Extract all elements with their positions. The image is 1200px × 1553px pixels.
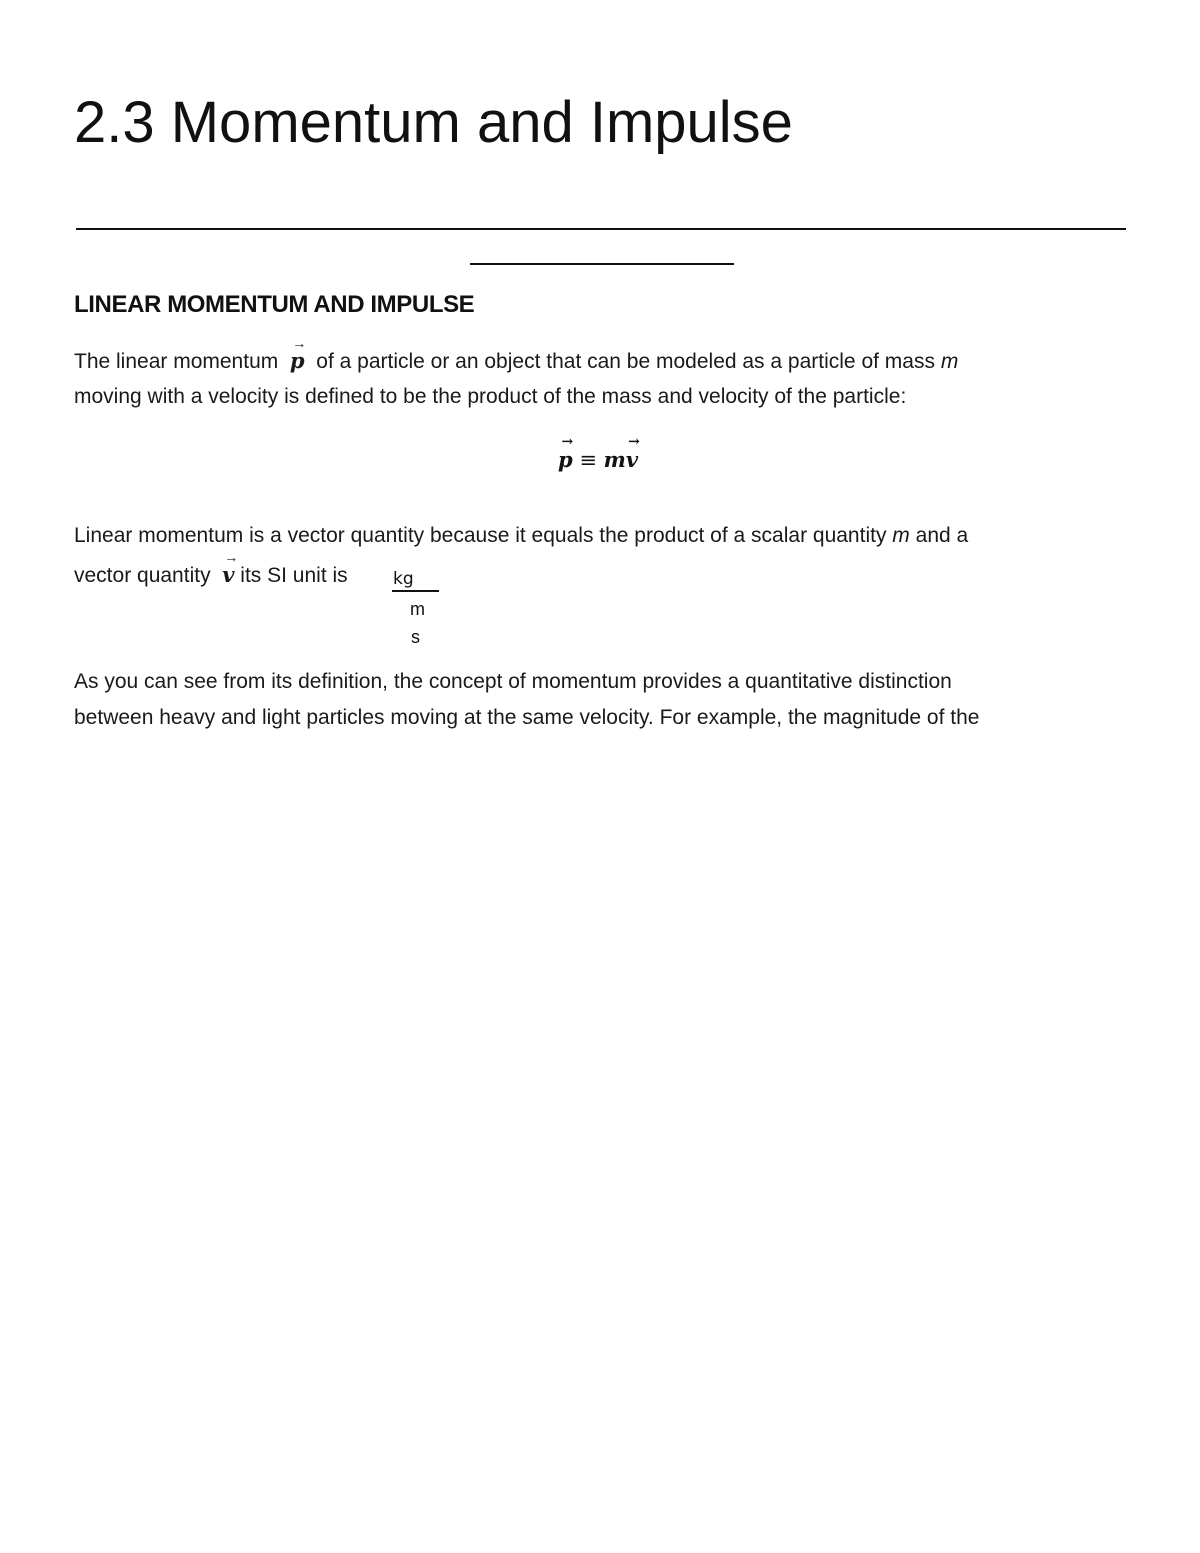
vector-arrow-icon: → — [224, 549, 239, 565]
paragraph1-line1 — [74, 335, 959, 376]
vector-arrow-icon: → — [561, 434, 574, 450]
equation-rhs-velocity: → v — [625, 434, 640, 472]
momentum-vector-symbol: → p — [289, 335, 307, 373]
paragraph2-line1 — [74, 522, 968, 550]
page-title: 2.3 Momentum and Impulse — [74, 90, 793, 155]
paragraph3-line1: As you can see from its definition, the concept of momentum provides a quantitative distinction — [74, 670, 952, 693]
momentum-equation — [558, 434, 640, 474]
equation-operator: ≡ — [579, 448, 597, 472]
equation-rhs-mass: m — [603, 447, 626, 472]
short-divider — [470, 263, 734, 265]
mass-variable: m — [940, 350, 959, 373]
si-unit-numerator: kg — [392, 568, 439, 592]
equation-lhs: → p — [558, 434, 574, 472]
paragraph1-line2: moving with a velocity is defined to be the product of the mass and velocity of the particle: — [74, 385, 907, 408]
paragraph2-line2 — [74, 549, 348, 590]
paragraph2-text-a: Linear momentum is a vector quantity because it equals the product of a scalar quantity — [74, 524, 887, 547]
paragraph2-text-c: vector quantity — [74, 564, 211, 587]
paragraph2-text-d: its SI unit is — [240, 564, 348, 587]
si-unit-meters: m — [410, 599, 425, 619]
vector-arrow-icon: → — [628, 434, 640, 450]
si-unit-seconds: s — [411, 627, 420, 647]
paragraph2-text-b: and a — [915, 524, 969, 547]
vector-arrow-icon: → — [292, 335, 307, 351]
scalar-mass-variable: m — [892, 524, 910, 547]
section-heading: LINEAR MOMENTUM AND IMPULSE — [74, 291, 475, 318]
title-divider — [76, 228, 1126, 230]
paragraph1-text-b: of a particle or an object that can be modeled as a particle of mass — [316, 350, 935, 373]
velocity-vector-symbol: → v — [222, 549, 239, 587]
paragraph3-line2: between heavy and light particles moving at the same velocity. For example, the magnitude of the — [74, 706, 980, 729]
paragraph1-text-a: The linear momentum — [74, 350, 279, 373]
